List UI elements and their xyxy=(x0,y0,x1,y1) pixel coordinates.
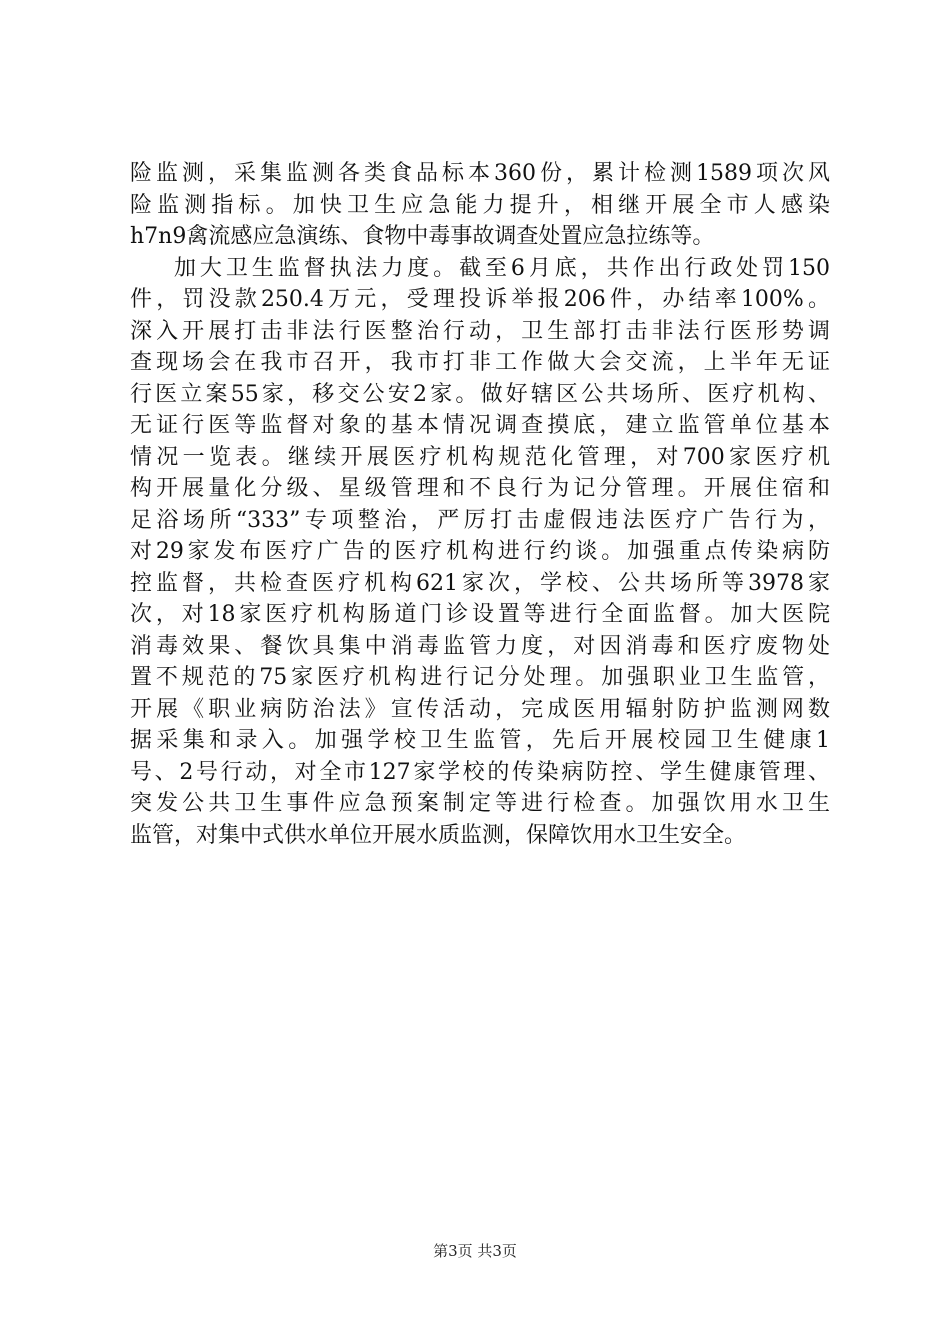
text-line: 件，罚没款250.4万元，受理投诉举报206件，办结率100%。 xyxy=(130,287,830,312)
page-footer: 第3页 共3页 xyxy=(433,1242,517,1260)
text-line: 查现场会在我市召开，我市打非工作做大会交流，上半年无证 xyxy=(130,350,830,375)
text-line: 构开展量化分级、星级管理和不良行为记分管理。开展住宿和 xyxy=(130,476,830,501)
text-line: 置不规范的75家医疗机构进行记分处理。加强职业卫生监管， xyxy=(130,665,830,690)
text-line: 控监督，共检查医疗机构621家次，学校、公共场所等3978家 xyxy=(130,570,830,596)
text-line: 次，对18家医疗机构肠道门诊设置等进行全面监督。加大医院 xyxy=(130,602,830,627)
text-line: 消毒效果、餐饮具集中消毒监管力度，对因消毒和医疗废物处 xyxy=(130,633,830,659)
text-line: 据采集和录入。加强学校卫生监管，先后开展校园卫生健康1 xyxy=(130,728,830,753)
text-line: 突发公共卫生事件应急预案制定等进行检查。加强饮用水卫生 xyxy=(130,791,830,816)
text-line: 行医立案55家，移交公安2家。做好辖区公共场所、医疗机构、 xyxy=(130,381,830,407)
text-line: 无证行医等监督对象的基本情况调查摸底，建立监管单位基本 xyxy=(130,413,830,438)
text-line: 深入开展打击非法行医整治行动，卫生部打击非法行医形势调 xyxy=(130,318,830,344)
text-line: 开展《职业病防治法》宣传活动，完成医用辐射防护监测网数 xyxy=(130,696,830,722)
text-line: 加大卫生监督执法力度。截至6月底，共作出行政处罚150 xyxy=(174,255,830,281)
text-line: 情况一览表。继续开展医疗机构规范化管理，对700家医疗机 xyxy=(130,444,830,470)
text-line: 险监测，采集监测各类食品标本360份，累计检测1589项次风 xyxy=(130,161,830,186)
text-line: 号、2号行动，对全市127家学校的传染病防控、学生健康管理、 xyxy=(130,759,830,785)
body-text xyxy=(130,158,830,851)
text-line: h7n9禽流感应急演练、食物中毒事故调查处置应急拉练等。 xyxy=(130,224,715,249)
text-line: 监管，对集中式供水单位开展水质监测，保障饮用水卫生安全。 xyxy=(130,822,747,848)
text-line: 对29家发布医疗广告的医疗机构进行约谈。加强重点传染病防 xyxy=(130,539,830,564)
text-line: 足浴场所“333”专项整治，严厉打击虚假违法医疗广告行为， xyxy=(130,507,830,533)
text-line: 险监测指标。加快卫生应急能力提升，相继开展全市人感染 xyxy=(130,192,830,218)
